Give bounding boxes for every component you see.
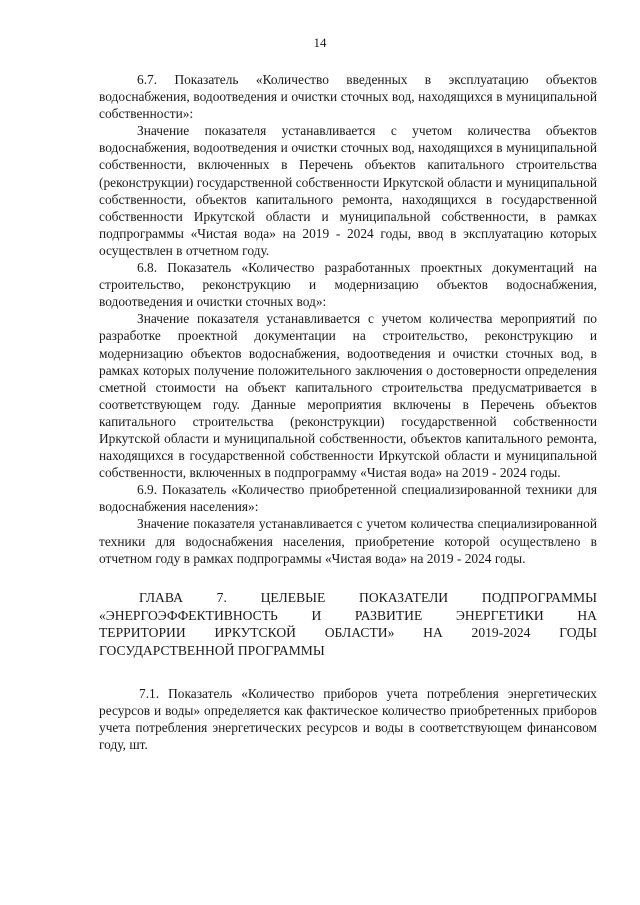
paragraph-7-1: 7.1. Показатель «Количество приборов учета потребления энергетических ресурсов и воды» определяется как фактическое количество приобретенных приборов учета потребления энергетических ресурсов и воды в соответствующем финансовом году, шт.: [99, 685, 597, 753]
chapter-heading-line: «ЭНЕРГОЭФФЕКТИВНОСТЬ И РАЗВИТИЕ ЭНЕРГЕТИКИ НА: [99, 607, 597, 623]
paragraph-6-7-heading: 6.7. Показатель «Количество введенных в эксплуатацию объектов водоснабжения, водоотведения и очистки сточных вод, находящихся в муниципальной собственности»:: [99, 72, 597, 122]
paragraph-6-7-body: Значение показателя устанавливается с учетом количества объектов водоснабжения, водоотведения и очистки сточных вод, находящихся в муниципальной собственности, включенных в Перечень объектов капитального строительства (реконструкции) государственной собственности Иркутской области и муниципальной собственности, объектов капитального ремонта, находящихся в государственной собственности Иркутской области и муниципальной собственности, в рамках подпрограммы «Чистая вода» на 2019 - 2024 годы, ввод в эксплуатацию которых осуществлен в отчетном году.: [99, 123, 597, 258]
chapter-heading-line: ТЕРРИТОРИИ ИРКУТСКОЙ ОБЛАСТИ» НА 2019-2024 ГОДЫ: [99, 625, 597, 641]
chapter-heading-line: ГЛАВА 7. ЦЕЛЕВЫЕ ПОКАЗАТЕЛИ ПОДПРОГРАММЫ: [139, 589, 597, 605]
chapter-7-heading: [99, 589, 597, 660]
chapter-heading-line: ГОСУДАРСТВЕННОЙ ПРОГРАММЫ: [99, 643, 325, 659]
page-number: 14: [313, 35, 327, 50]
page-content: [99, 71, 597, 753]
paragraph-6-8-body: Значение показателя устанавливается с учетом количества мероприятий по разработке проектной документации на строительство, реконструкцию и модернизацию объектов водоснабжения, водоотведения и очистки сточных вод, в рамках которых получение положительного заключения о достоверности определения сметной стоимости на объект капитального строительства предусматривается в соответствующем году. Данные мероприятия включены в Перечень объектов капитального строительства (реконструкции) государственной собственности Иркутской области и муниципальной собственности, объектов капитального ремонта, находящихся в государственной собственности Иркутской области и муниципальной собственности, включенных в подпрограмму «Чистая вода» на 2019 - 2024 годы.: [99, 311, 597, 481]
paragraph-6-8-heading: 6.8. Показатель «Количество разработанных проектных документаций на строительство, реконструкцию и модернизацию объектов водоснабжения, водоотведения и очистки сточных вод»:: [99, 260, 597, 310]
paragraph-6-9-heading: 6.9. Показатель «Количество приобретенной специализированной техники для водоснабжения населения»:: [99, 482, 597, 515]
paragraph-6-9-body: Значение показателя устанавливается с учетом количества специализированной техники для водоснабжения населения, приобретение которой осуществлено в отчетном году в рамках подпрограммы «Чистая вода» на 2019 - 2024 годы.: [99, 516, 597, 566]
